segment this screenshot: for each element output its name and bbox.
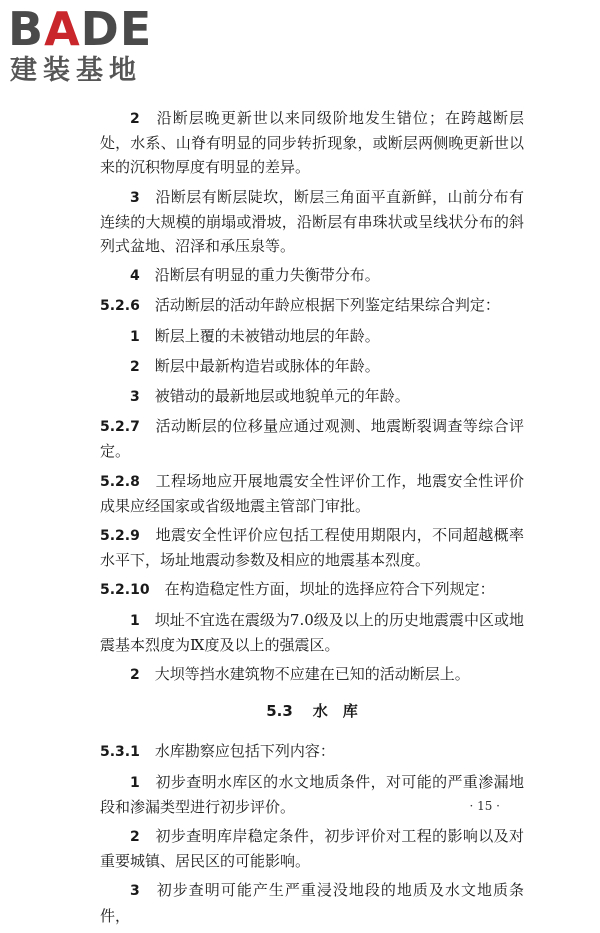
- clause-article: [100, 293, 524, 318]
- clause-number: 2: [130, 667, 140, 684]
- clause-number: 5.2.10: [100, 582, 150, 599]
- clause-number: 2: [130, 358, 140, 375]
- clause-item: [100, 354, 524, 379]
- logo-letters-de: DE: [80, 2, 153, 56]
- clause-item: [100, 824, 524, 873]
- clause-item: [100, 185, 524, 259]
- clause-text: 在构造稳定性方面，坝址的选择应符合下列规定：: [164, 580, 495, 599]
- clause-number: 3: [130, 389, 140, 406]
- logo-letter-b: B: [8, 2, 45, 56]
- clause-item: [100, 384, 524, 409]
- clause-article: [100, 577, 524, 602]
- clause-item: [100, 324, 524, 349]
- clause-item: [100, 608, 524, 657]
- clause-text: 断层中最新构造岩或脉体的年龄。: [154, 356, 380, 375]
- logo: [8, 4, 178, 96]
- clause-item: [100, 662, 524, 687]
- clause-text: 沿断层有断层陡坎，断层三角面平直新鲜，山前分布有连续的大规模的崩塌或滑坡，沿断层有串珠状或呈线状分布的斜列式盆地、沼泽和承压泉等。: [100, 187, 524, 256]
- clause-text: 工程场地应开展地震安全性评价工作，地震安全性评价成果应经国家或省级地震主管部门审批。: [100, 471, 524, 515]
- clause-text: 初步查明库岸稳定条件，初步评价对工程的影响以及对重要城镇、居民区的可能影响。: [100, 827, 524, 871]
- clause-text: 沿断层晚更新世以来同级阶地发生错位；在跨越断层处，水系、山脊有明显的同步转折现象，或断层两侧晚更新世以来的沉积物厚度有明显的差异。: [100, 109, 524, 177]
- clause-text: 初步查明水库区的水文地质条件，对可能的严重渗漏地段和渗漏类型进行初步评价。: [100, 772, 524, 816]
- section-number: 5.3: [266, 702, 293, 721]
- clause-number: 5.2.8: [100, 473, 140, 490]
- clause-text: 初步查明可能产生严重浸没地段的地质及水文地质条件，: [100, 881, 524, 925]
- section-heading: [100, 699, 524, 723]
- clause-item: [100, 878, 524, 927]
- clause-number: 1: [130, 774, 140, 791]
- logo-subtitle: 建装基地: [10, 55, 142, 86]
- clause-number: 5.2.7: [100, 419, 140, 436]
- clause-article: [100, 523, 524, 572]
- clause-item: [100, 106, 524, 180]
- clause-text: 地震安全性评价应包括工程使用期限内，不同超越概率水平下，场址地震动参数及相应的地震基本烈度。: [100, 526, 524, 570]
- clause-number: 1: [130, 328, 140, 345]
- document-body: [100, 106, 524, 933]
- clause-text: 坝址不宜选在震级为7.0级及以上的历史地震震中区或地震基本烈度为Ⅸ度及以上的强震区。: [100, 610, 524, 654]
- clause-text: 断层上覆的未被错动地层的年龄。: [154, 326, 380, 345]
- logo-wordmark: [8, 4, 178, 54]
- clause-number: 2: [130, 829, 140, 846]
- clause-article: [100, 739, 524, 764]
- clause-number: 5.2.9: [100, 528, 140, 545]
- clause-text: 大坝等挡水建筑物不应建在已知的活动断层上。: [154, 665, 470, 684]
- section-title: 水 库: [312, 702, 358, 721]
- clause-text: 活动断层的活动年龄应根据下列鉴定结果综合判定：: [154, 296, 500, 315]
- clause-number: 5.3.1: [100, 744, 140, 761]
- page-number: · 15 ·: [469, 799, 500, 813]
- clause-number: 3: [130, 189, 140, 206]
- clause-item: [100, 770, 524, 819]
- clause-number: 3: [130, 883, 140, 900]
- clause-article: [100, 414, 524, 463]
- clause-text: 水库勘察应包括下列内容：: [154, 742, 335, 761]
- clause-item: [100, 263, 524, 288]
- clause-number: 1: [130, 612, 140, 629]
- clause-article: [100, 469, 524, 518]
- clause-number: 2: [130, 111, 140, 127]
- clause-text: 被错动的最新地层或地貌单元的年龄。: [154, 387, 410, 406]
- clause-number: 5.2.6: [100, 298, 140, 315]
- clause-number: 4: [130, 268, 140, 285]
- logo-letter-a: A: [44, 2, 81, 56]
- clause-text: 活动断层的位移量应通过观测、地震断裂调查等综合评定。: [100, 417, 524, 461]
- clause-text: 沿断层有明显的重力失衡带分布。: [154, 266, 380, 285]
